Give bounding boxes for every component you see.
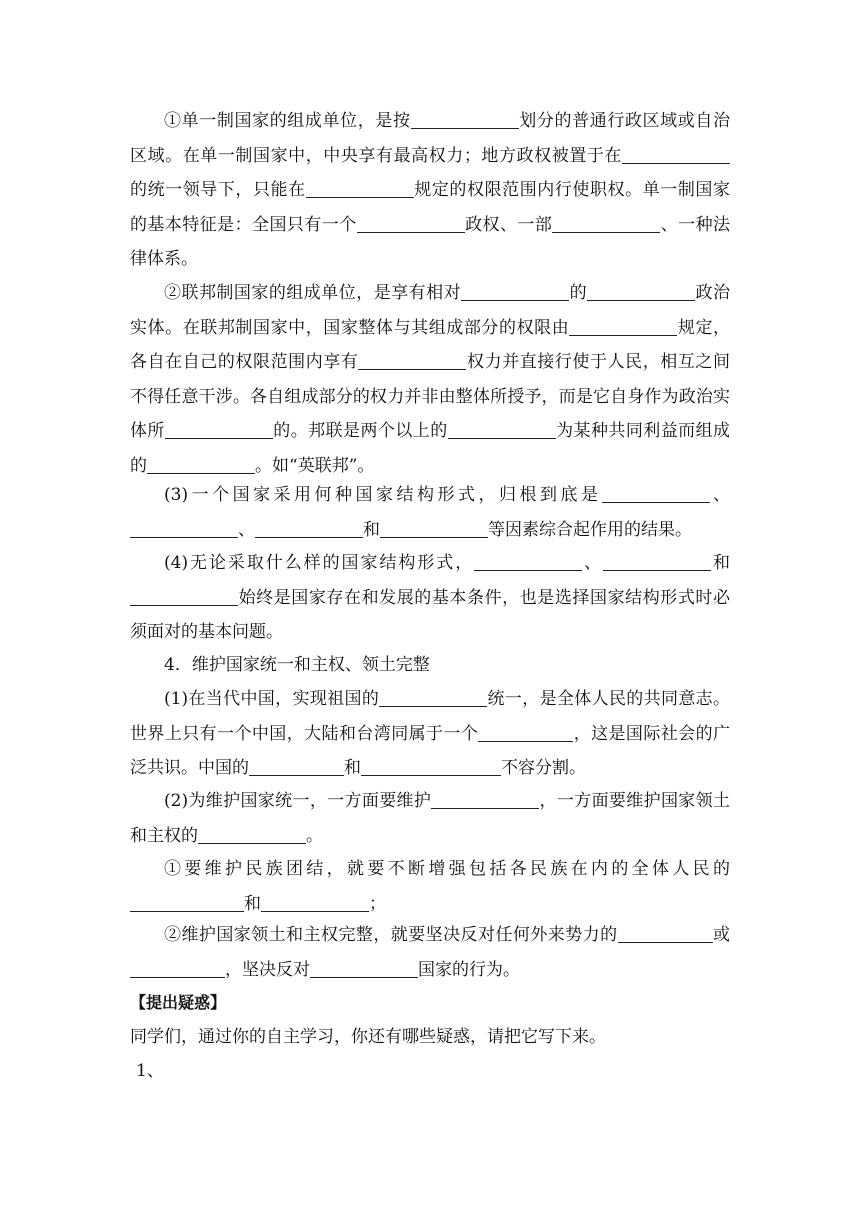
text: 和	[344, 758, 361, 778]
fill-blank[interactable]	[130, 585, 238, 606]
text: ②维护国家领土和主权完整，就要坚决反对任何外来势力的	[164, 925, 618, 945]
fill-blank[interactable]	[569, 315, 677, 336]
text: 和	[363, 519, 380, 540]
doubts-heading: 【提出疑惑】	[130, 993, 227, 1012]
fill-blank[interactable]	[249, 755, 344, 776]
fill-blank[interactable]	[622, 143, 730, 164]
fill-blank[interactable]	[261, 891, 369, 912]
paragraph-maintain-unity	[130, 784, 730, 853]
paragraph-basic-conditions	[130, 546, 730, 650]
fill-blank[interactable]	[255, 517, 363, 538]
fill-blank[interactable]	[130, 957, 225, 978]
fill-blank[interactable]	[431, 788, 539, 809]
text: (3)一个国家采用何种国家结构形式，归根到底是	[164, 485, 602, 505]
text: 的统一领导下，只能在	[130, 180, 306, 200]
text: 。	[306, 825, 323, 846]
text: 规定的权限范围内行使职权。单一制国家的基本特征是：全国只有一个	[130, 180, 731, 235]
text: ，坚决反对	[225, 959, 310, 980]
text: 规定，各自在自己的权限范围内享有	[130, 317, 731, 372]
text: 等因素综合起作用的结果。	[488, 519, 692, 540]
fill-blank[interactable]	[361, 755, 501, 776]
text: ；	[369, 893, 386, 914]
text: (2)为维护国家统一，一方面要维护	[164, 791, 432, 811]
text: (4)无论采取什么样的国家结构形式，	[164, 553, 475, 573]
text: ①要维护民族团结，就要不断增强包括各民族在内的全体人民的	[164, 859, 730, 879]
text: 或	[712, 925, 731, 945]
fill-blank[interactable]	[379, 686, 487, 707]
doubts-item-1[interactable]: 1、	[136, 1061, 164, 1081]
text: 的。邦联是两个以上的	[272, 421, 448, 441]
text: 划分的普通行政区域或自治区域。在单一制国家中，中央享有最高权力；地方政权被置于在	[130, 111, 731, 166]
paragraph-territorial-integrity	[130, 918, 730, 987]
fill-blank[interactable]	[602, 482, 710, 503]
fill-blank[interactable]	[587, 280, 695, 301]
text: 、	[709, 485, 730, 505]
fill-blank[interactable]	[310, 957, 418, 978]
paragraph-structure-factors	[130, 478, 730, 547]
fill-blank[interactable]	[380, 517, 488, 538]
fill-blank[interactable]	[357, 212, 465, 233]
fill-blank[interactable]	[552, 212, 660, 233]
text: 不容分割。	[501, 758, 586, 778]
text: 为某种共同利益而组成的	[130, 421, 731, 476]
fill-blank[interactable]	[618, 922, 713, 943]
text: 权力并直接行使于人民，相互之间不得任意干涉。各自组成部分的权力并非由整体所授予，而是它自身作为政治实体所	[130, 352, 731, 441]
fill-blank[interactable]	[130, 517, 238, 538]
text: 、	[238, 519, 255, 540]
text: 、	[582, 553, 604, 573]
fill-blank[interactable]	[358, 349, 466, 370]
text: 始终是国家存在和发展的基本条件，也是选择国家结构形式时必须面对的基本问题。	[130, 587, 730, 642]
doubts-intro: 同学们，通过你的自主学习，你还有哪些疑惑，请把它写下来。	[130, 1027, 606, 1047]
paragraph-reunification	[130, 682, 730, 786]
fill-blank[interactable]	[603, 550, 711, 571]
fill-blank[interactable]	[147, 453, 255, 474]
text: 政治实体。在联邦制国家中，国家整体与其组成部分的权限由	[130, 283, 731, 338]
text: 国家的行为。	[418, 959, 520, 980]
text: ①单一制国家的组成单位，是按	[164, 111, 411, 131]
text: 和	[244, 893, 261, 914]
text: ，一方面要维护国家领土和主权的	[130, 791, 730, 846]
fill-blank[interactable]	[198, 823, 306, 844]
fill-blank[interactable]	[461, 280, 569, 301]
paragraph-ethnic-unity	[130, 852, 730, 921]
text: 政权、一部	[464, 214, 553, 235]
fill-blank[interactable]	[165, 418, 273, 439]
fill-blank[interactable]	[130, 891, 244, 912]
fill-blank[interactable]	[448, 418, 556, 439]
fill-blank[interactable]	[474, 550, 582, 571]
paragraph-federal-state	[130, 276, 730, 483]
text: ，这是国际社会的广泛共识。中国的	[130, 723, 731, 778]
text: 。如“英联邦”。	[255, 455, 375, 476]
paragraph-unitary-state	[130, 104, 730, 277]
text: 统一，是全体人民的共同意志。世界上只有一个中国，大陆和台湾同属于一个	[130, 689, 730, 744]
text: ②联邦制国家的组成单位，是享有相对	[164, 283, 462, 303]
text: (1)在当代中国，实现祖国的	[164, 689, 380, 709]
text: 和	[711, 553, 731, 573]
text: 、一种法律体系。	[130, 214, 731, 269]
section-4-title: 4．维护国家统一和主权、领土完整	[164, 655, 430, 675]
text: 的	[569, 283, 588, 303]
fill-blank[interactable]	[411, 108, 519, 129]
fill-blank[interactable]	[478, 721, 573, 742]
fill-blank[interactable]	[306, 177, 414, 198]
